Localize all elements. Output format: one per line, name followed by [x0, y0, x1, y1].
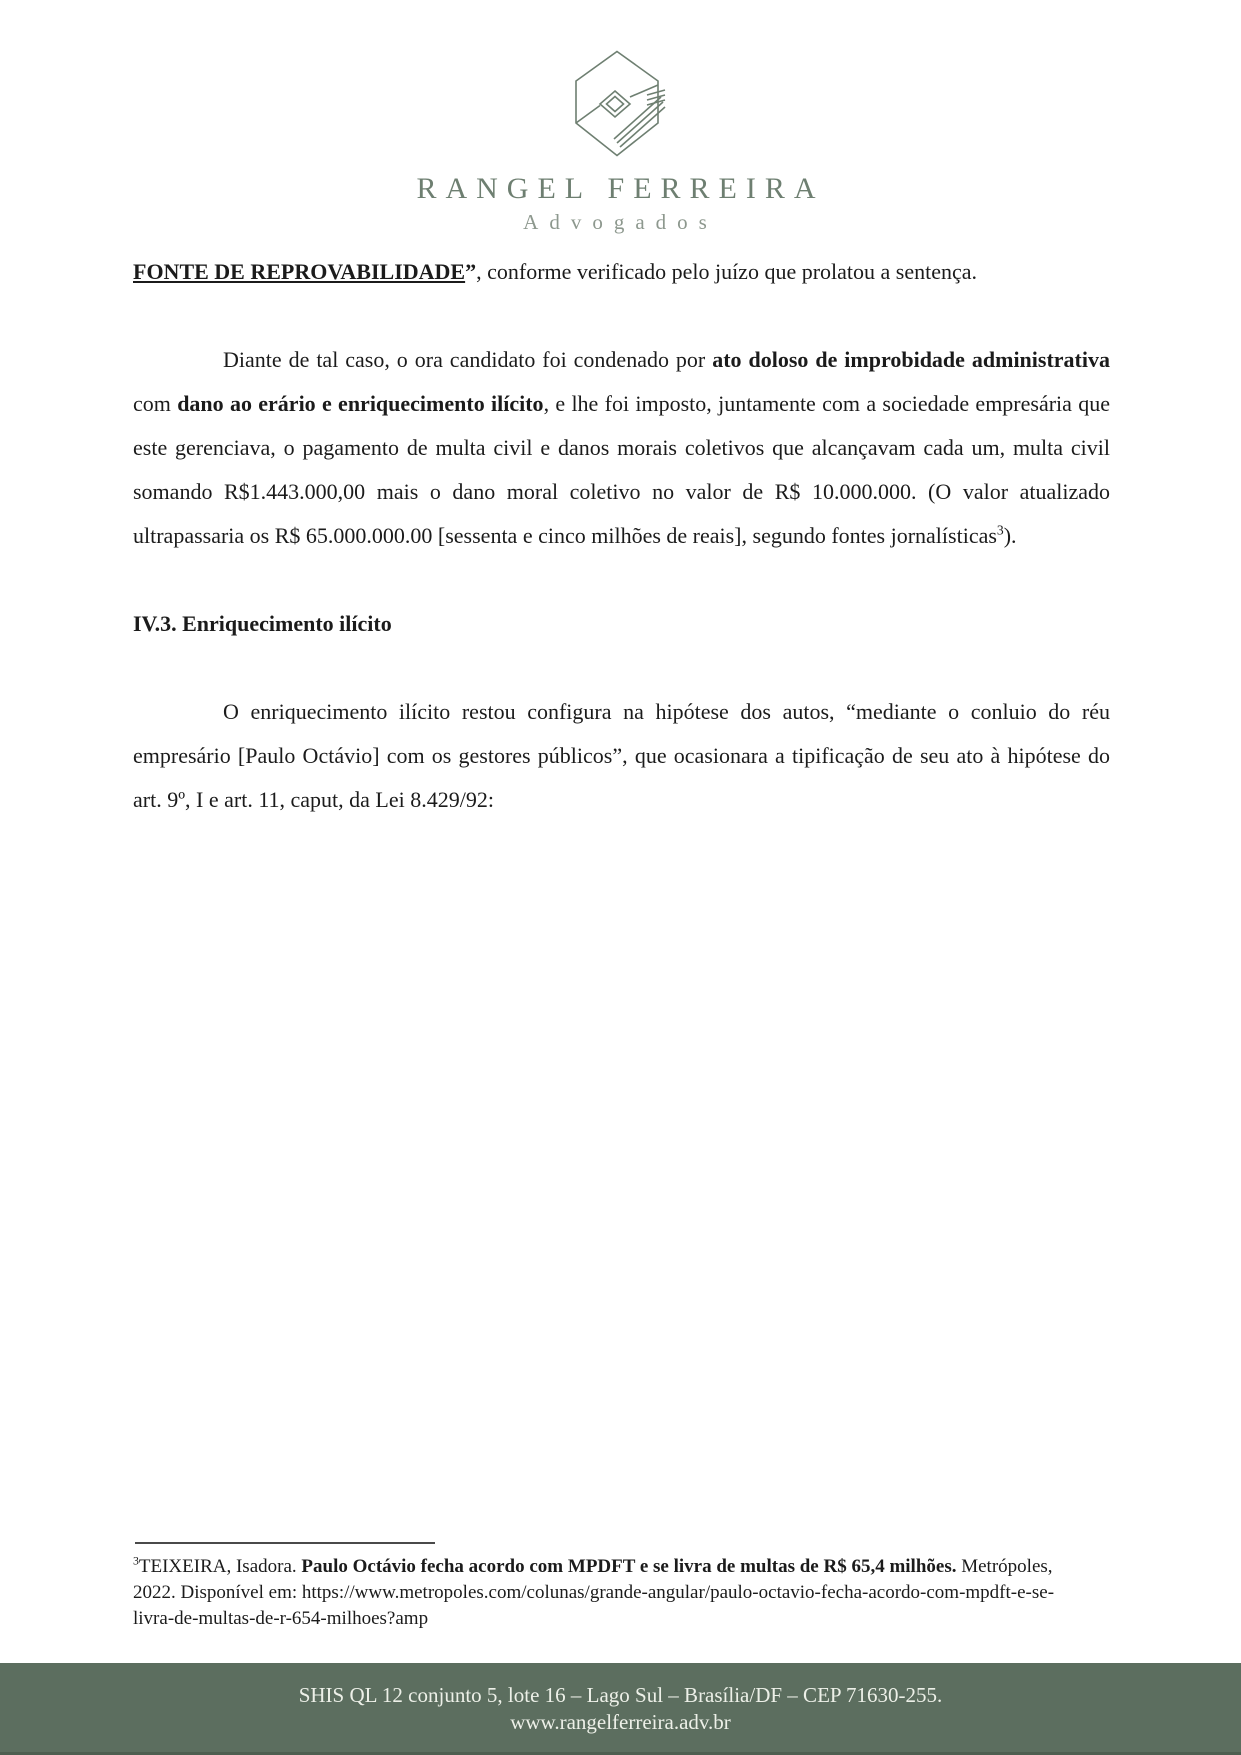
footer-website: www.rangelferreira.adv.br: [510, 1710, 731, 1734]
firm-subtitle: Advogados: [523, 210, 718, 234]
footnote-3-text: $^3$TEIXEIRA, Isadora. Paulo Octávio fecha acordo com MPDFT e se livra de multas de R$ 65,4 milhões. Metrópoles, 2022. Disponível em: https://www.metropoles.com/colunas/grande-angular/paulo-octavio-fecha-acordo-com-mpdft-e-se-livra-de-multas-de-r-654-milhoes?amp: [133, 1554, 1055, 1629]
paragraph-fonte-reprovabilidade: FONTE DE REPROVABILIDADE”, conforme verificado pelo juízo que prolatou a sentença.: [133, 259, 978, 284]
footer-address: SHIS QL 12 conjunto 5, lote 16 – Lago Sul – Brasília/DF – CEP 71630-255.: [298, 1683, 943, 1707]
law-firm-header: [0, 50, 1241, 235]
hexagon-diamond-logo-icon: [574, 50, 668, 158]
section-heading-iv3: IV.3. Enriquecimento ilícito: [133, 611, 392, 636]
page-footer: [0, 1663, 1241, 1755]
firm-name: RANGEL FERREIRA: [416, 172, 825, 205]
footnote-separator: [135, 1542, 435, 1544]
document-body: [133, 250, 1110, 822]
paragraph-condenacao: Diante de tal caso, o ora candidato foi condenado por ato doloso de improbidade administrativa com dano ao erário e enriquecimento ilícito, e lhe foi imposto, juntamente com a sociedade empresária que este gerenciava, o pagamento de multa civil e danos morais coletivos que alcançavam cada um, multa civil somando R$1.443.000,00 mais o dano moral coletivo no valor de R$ 10.000.000. (O valor atualizado ultrapassaria os R$ 65.000.000.00 [sessenta e cinco milhões de reais], segundo fontes jornalísticas$^3$).: [133, 347, 1110, 548]
paragraph-enriquecimento: O enriquecimento ilícito restou configura na hipótese dos autos, “mediante o conluio do réu empresário [Paulo Octávio] com os gestores públicos”, que ocasionara a tipificação de seu ato à hipótese do art. 9º, I e art. 11, caput, da Lei 8.429/92:: [133, 699, 1110, 812]
footnote-block: [133, 1536, 1083, 1632]
